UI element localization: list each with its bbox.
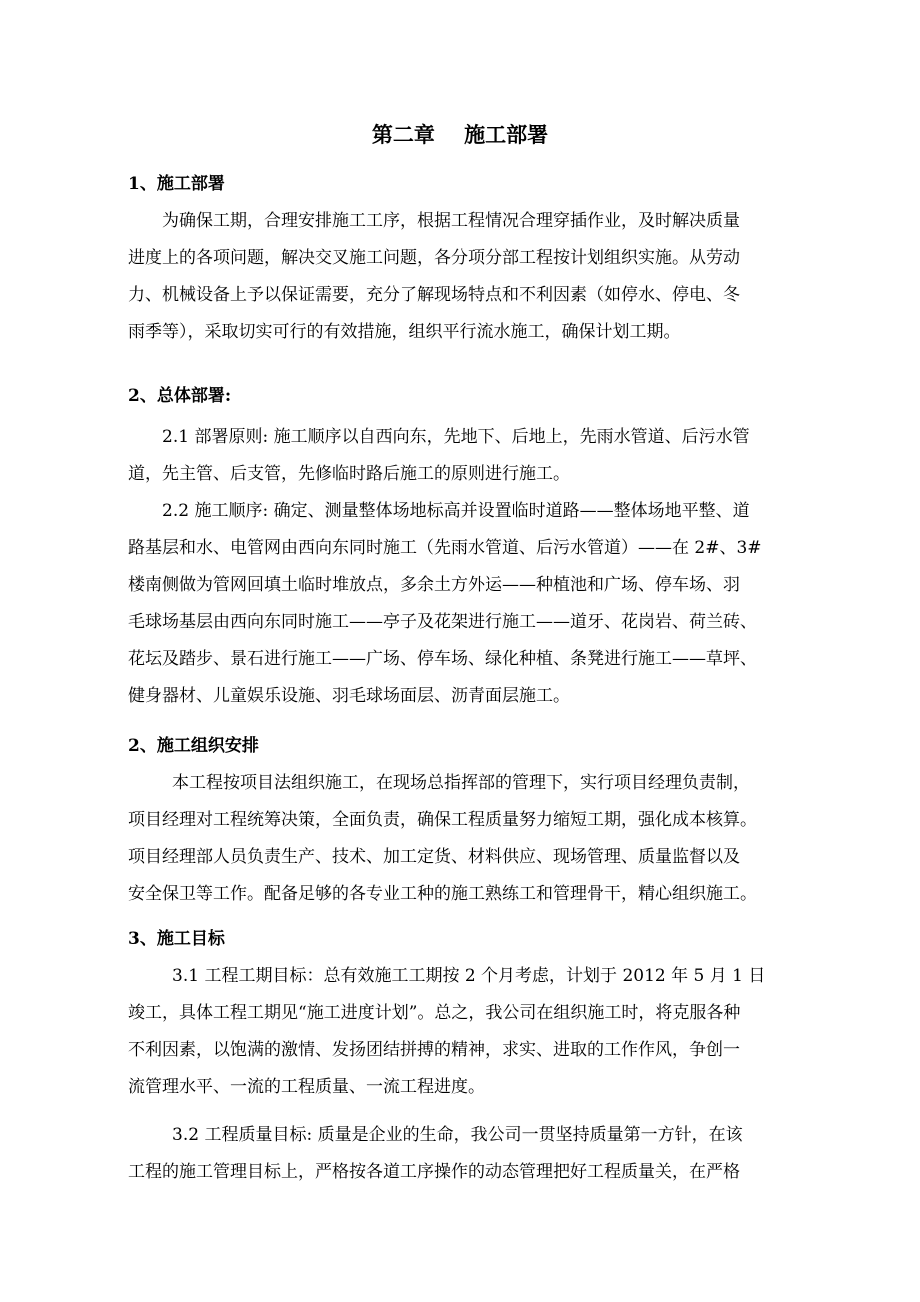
paragraph-line: 路基层和水、电管网由西向东同时施工（先雨水管道、后污水管道）——在 2#、3# [128,538,762,558]
paragraph-line: 本工程按项目法组织施工，在现场总指挥部的管理下，实行项目经理负责制， [172,773,750,793]
paragraph-schedule-goal [128,958,804,1106]
paragraph-line: 2.2 施工顺序: 确定、测量整体场地标高并设置临时道路——整体场地平整、道 [162,501,750,521]
chapter-title: 第二章 施工部署 [371,122,549,147]
section-heading-construction-goals: 3、施工目标 [128,929,225,949]
paragraph-line: 雨季等），采取切实可行的有效措施，组织平行流水施工，确保计划工期。 [128,322,681,342]
paragraph-line: 流管理水平、一流的工程质量、一流工程进度。 [128,1077,485,1097]
paragraph-line: 不利因素，以饱满的激情、发扬团结拼搏的精神，求实、进取的工作作风，争创一 [128,1040,740,1060]
paragraph-line: 项目经理部人员负责生产、技术、加工定货、材料供应、现场管理、质量监督以及 [128,847,740,867]
paragraph-line: 工程的施工管理目标上，严格按各道工序操作的动态管理把好工程质量关，在严格 [128,1162,740,1182]
paragraph-organization [128,765,804,913]
paragraph-line: 力、机械设备上予以保证需要，充分了解现场特点和不利因素（如停水、停电、冬 [128,285,740,305]
paragraph-line: 3.2 工程质量目标: 质量是企业的生命，我公司一贯坚持质量第一方针，在该 [172,1125,743,1145]
paragraph-line: 3.1 工程工期目标：总有效施工工期按 2 个月考虑，计划于 2012 年 5 月 1 日 [172,966,766,986]
paragraph-line: 楼南侧做为管网回填土临时堆放点，多余土方外运——种植池和广场、停车场、羽 [128,575,740,595]
section-heading-construction-deployment: 1、施工部署 [128,174,225,194]
paragraph-line: 健身器材、儿童娱乐设施、羽毛球场面层、沥青面层施工。 [128,686,570,706]
section-heading-organization: 2、施工组织安排 [128,736,259,756]
paragraph-deployment [128,203,804,351]
paragraph-line: 为确保工期，合理安排施工工序，根据工程情况合理穿插作业，及时解决质量 [162,211,740,231]
paragraph-line: 项目经理对工程统筹决策，全面负责，确保工程质量努力缩短工期，强化成本核算。 [128,810,757,830]
paragraph-deployment-principle [128,419,804,493]
paragraph-line: 毛球场基层由西向东同时施工——亭子及花架进行施工——道牙、花岗岩、荷兰砖、 [128,612,757,632]
paragraph-line: 安全保卫等工作。配备足够的各专业工种的施工熟练工和管理骨干，精心组织施工。 [128,884,757,904]
paragraph-line: 进度上的各项问题，解决交叉施工问题，各分项分部工程按计划组织实施。从劳动 [128,248,740,268]
paragraph-quality-goal [128,1117,804,1191]
paragraph-line: 花坛及踏步、景石进行施工——广场、停车场、绿化种植、条凳进行施工——草坪、 [128,649,757,669]
section-heading-overall-deployment: 2、总体部署: [128,386,232,406]
paragraph-construction-sequence [128,493,804,715]
paragraph-line: 道，先主管、后支管，先修临时路后施工的原则进行施工。 [128,464,570,484]
paragraph-line: 竣工，具体工程工期见“施工进度计划”。总之，我公司在组织施工时，将克服各种 [128,1003,741,1023]
paragraph-line: 2.1 部署原则: 施工顺序以自西向东，先地下、后地上，先雨水管道、后污水管 [162,427,750,447]
